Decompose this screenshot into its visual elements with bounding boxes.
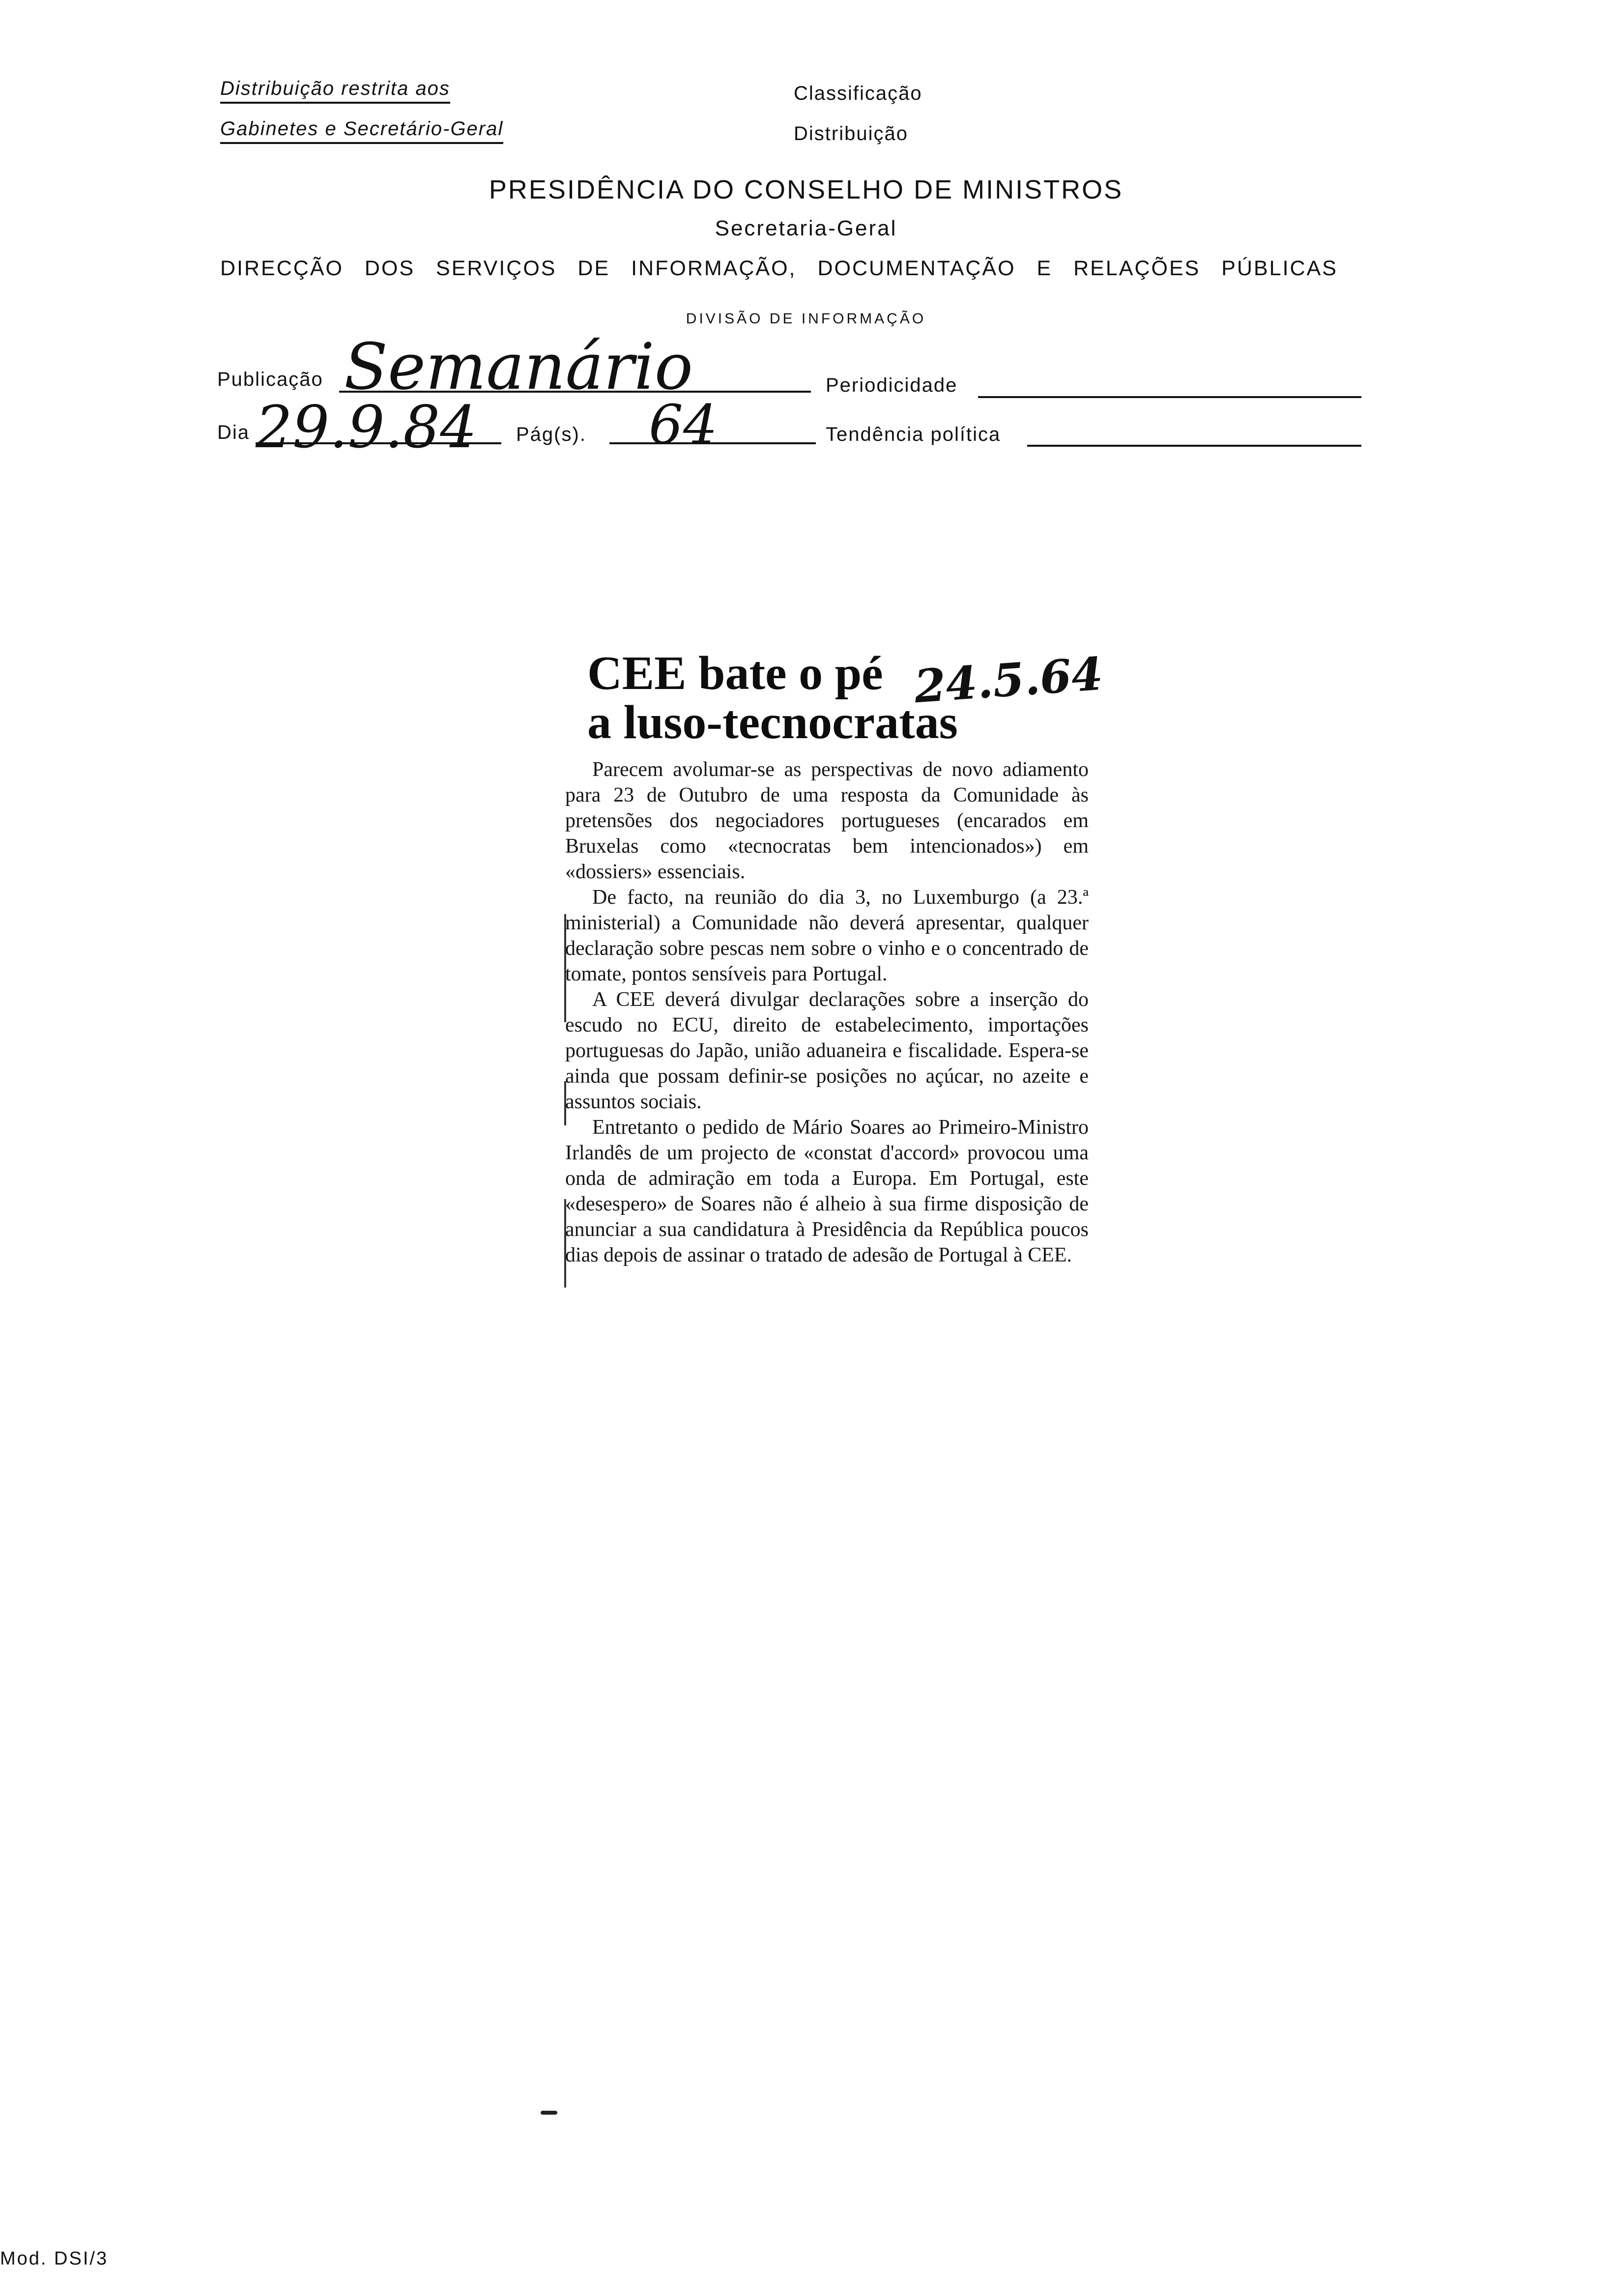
publicacao-label: Publicação — [217, 369, 323, 390]
distribution-note-line1: Distribuição restrita aos — [220, 78, 450, 104]
tendencia-label: Tendência política — [826, 424, 1001, 445]
periodicidade-label: Periodicidade — [826, 374, 958, 396]
dia-handwritten-value: 29.9.84 — [256, 393, 477, 461]
directorate-title: DIRECÇÃO DOS SERVIÇOS DE INFORMAÇÃO, DOCUMENTAÇÃO E RELAÇÕES PÚBLICAS — [220, 257, 1338, 280]
handwritten-date-note: 24.5.64 — [912, 647, 1105, 714]
article-paragraph: Entretanto o pedido de Mário Soares ao Primeiro-Ministro Irlandês de um projecto de «constat d'accord» provocou uma onda de admiração em toda a Europa. Em Portugal, este «desespero» de Soares não é alheio à sua firme disposição de anunciar a sua candidatura à Presidência da República poucos dias depois de assinar o tratado de adesão de Portugal à CEE. — [565, 1116, 1089, 1266]
institution-title: PRESIDÊNCIA DO CONSELHO DE MINISTROS — [489, 175, 1123, 204]
tendencia-line — [1027, 445, 1361, 447]
headline-line-2: a luso-tecnocratas — [587, 696, 958, 749]
distribution-note-line2: Gabinetes e Secretário-Geral — [220, 118, 503, 144]
periodicidade-line — [978, 396, 1361, 398]
distribuicao-label: Distribuição — [794, 123, 908, 144]
article-paragraph: Parecem avolumar-se as perspectivas de novo adiamento para 23 de Outubro de uma resposta da Comunidade às pretensões dos negociadores portugueses (encarados em Bruxelas como «tecnocratas bem intencionados») em «dossiers» essenciais. — [565, 758, 1089, 883]
secretariat-title: Secretaria-Geral — [715, 216, 897, 240]
article-paragraph: A CEE deverá divulgar declarações sobre a inserção do escudo no ECU, direito de estabelecimento, importações portuguesas do Japão, união aduaneira e fiscalidade. Espera-se ainda que possam definir-se posições no açúcar, no azeite e assuntos sociais. — [565, 988, 1089, 1113]
article-body — [565, 757, 1089, 1268]
classificacao-label: Classificação — [794, 83, 922, 104]
footer-form-code: Mod. DSI/3 — [0, 2248, 109, 2269]
publicacao-handwritten-value: Semanário — [344, 329, 693, 404]
article-paragraph: De facto, na reunião do dia 3, no Luxemburgo (a 23.ª ministerial) a Comunidade não deverá apresentar, qualquer declaração sobre pescas nem sobre o vinho e o concentrado de tomate, pontos sensíveis para Portugal. — [565, 886, 1089, 985]
pags-handwritten-value: 64 — [649, 393, 718, 456]
dia-label: Dia — [217, 422, 250, 443]
headline-line-1: CEE bate o pé — [587, 647, 883, 700]
pags-label: Pág(s). — [516, 424, 586, 445]
stray-mark — [541, 2111, 557, 2115]
division-title: DIVISÃO DE INFORMAÇÃO — [686, 311, 926, 327]
